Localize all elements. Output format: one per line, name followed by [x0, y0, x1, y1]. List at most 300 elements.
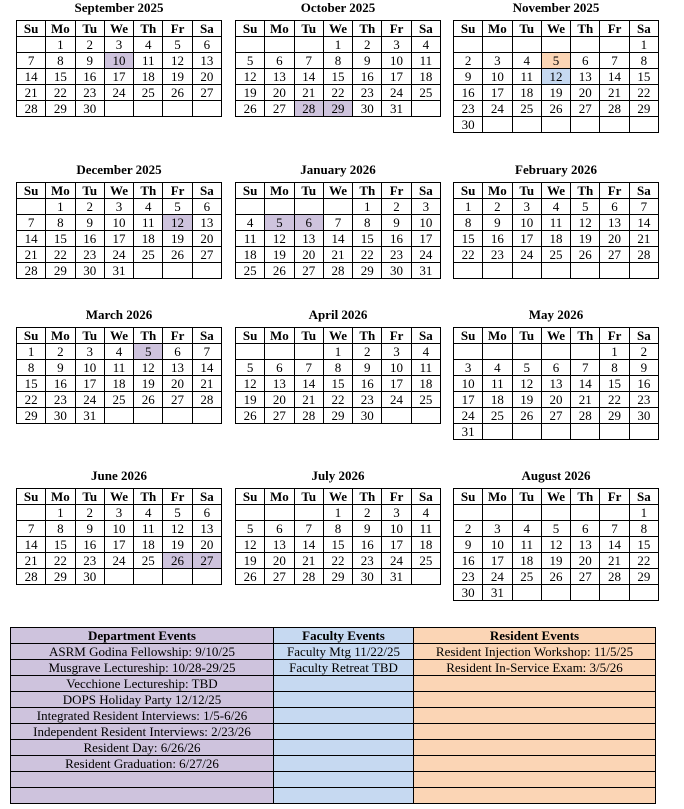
day-cell	[541, 585, 570, 601]
day-cell: 15	[323, 376, 352, 392]
day-cell	[512, 117, 541, 133]
day-cell: 8	[600, 360, 629, 376]
faculty-event-item	[274, 756, 414, 772]
day-cell: 19	[512, 392, 541, 408]
faculty-event-item	[274, 676, 414, 692]
day-cell: 8	[629, 521, 658, 537]
day-cell: 6	[265, 521, 294, 537]
day-cell: 10	[75, 360, 104, 376]
day-cell: 20	[571, 85, 600, 101]
day-cell: 17	[382, 376, 411, 392]
department-event-item: Resident Day: 6/26/26	[11, 740, 274, 756]
day-cell: 4	[411, 505, 440, 521]
day-cell: 26	[541, 101, 570, 117]
day-cell: 28	[294, 408, 323, 424]
day-cell: 5	[236, 360, 265, 376]
faculty-event-item: Faculty Retreat TBD	[274, 660, 414, 676]
day-cell: 27	[192, 247, 221, 263]
weekday-header: Tu	[294, 183, 323, 199]
day-cell: 21	[17, 247, 46, 263]
day-cell: 16	[75, 69, 104, 85]
weekday-header: Su	[236, 489, 265, 505]
month-grid	[453, 488, 659, 601]
day-cell: 11	[134, 215, 163, 231]
day-cell: 29	[629, 569, 658, 585]
day-cell: 16	[382, 231, 411, 247]
day-cell: 23	[454, 101, 483, 117]
weekday-header: Mo	[265, 21, 294, 37]
month-calendar	[235, 307, 441, 424]
day-cell: 26	[512, 408, 541, 424]
day-cell: 25	[134, 553, 163, 569]
day-cell	[265, 344, 294, 360]
department-event-item	[11, 772, 274, 788]
month-calendar	[235, 468, 441, 585]
day-cell: 10	[382, 521, 411, 537]
day-cell	[629, 117, 658, 133]
day-cell: 11	[236, 231, 265, 247]
day-cell: 30	[75, 101, 104, 117]
day-cell: 15	[323, 537, 352, 553]
day-cell: 11	[411, 521, 440, 537]
day-cell: 12	[163, 521, 192, 537]
weekday-header: Fr	[382, 21, 411, 37]
day-cell: 4	[134, 199, 163, 215]
day-cell: 9	[75, 521, 104, 537]
day-cell: 5	[163, 505, 192, 521]
day-cell: 18	[134, 537, 163, 553]
day-cell: 3	[512, 199, 541, 215]
day-cell: 1	[454, 199, 483, 215]
month-calendar	[453, 468, 659, 601]
day-cell	[571, 117, 600, 133]
day-cell: 24	[483, 101, 512, 117]
day-cell: 31	[75, 408, 104, 424]
day-cell: 21	[17, 85, 46, 101]
day-cell: 21	[323, 247, 352, 263]
day-cell: 6	[294, 215, 323, 231]
day-cell: 14	[294, 376, 323, 392]
events-table	[10, 627, 656, 804]
day-cell: 21	[192, 376, 221, 392]
month-grid	[16, 182, 222, 279]
resident-event-item	[414, 724, 656, 740]
faculty-event-item	[274, 724, 414, 740]
day-cell	[483, 37, 512, 53]
weekday-header: Th	[353, 21, 382, 37]
day-cell: 25	[483, 408, 512, 424]
day-cell: 3	[382, 344, 411, 360]
day-cell: 24	[454, 408, 483, 424]
day-cell: 7	[192, 344, 221, 360]
weekday-header: Th	[571, 489, 600, 505]
day-cell: 19	[163, 231, 192, 247]
day-cell	[236, 37, 265, 53]
day-cell	[17, 505, 46, 521]
weekday-header: Fr	[382, 489, 411, 505]
day-cell: 9	[483, 215, 512, 231]
day-cell: 28	[17, 569, 46, 585]
resident-event-item	[414, 788, 656, 804]
weekday-header: Sa	[411, 21, 440, 37]
day-cell: 29	[353, 263, 382, 279]
day-cell: 17	[382, 537, 411, 553]
day-cell	[483, 424, 512, 440]
day-cell	[600, 37, 629, 53]
day-cell: 18	[104, 376, 133, 392]
day-cell: 20	[265, 85, 294, 101]
day-cell: 6	[192, 37, 221, 53]
day-cell: 18	[134, 231, 163, 247]
weekday-header: Mo	[46, 21, 75, 37]
month-calendar	[235, 162, 441, 279]
day-cell: 21	[600, 85, 629, 101]
day-cell: 6	[571, 521, 600, 537]
day-cell: 11	[134, 53, 163, 69]
day-cell: 19	[134, 376, 163, 392]
day-cell: 3	[104, 505, 133, 521]
day-cell: 10	[512, 215, 541, 231]
day-cell: 12	[541, 69, 570, 85]
weekday-header: Sa	[629, 328, 658, 344]
day-cell	[265, 37, 294, 53]
day-cell: 27	[265, 408, 294, 424]
day-cell: 2	[483, 199, 512, 215]
day-cell: 11	[411, 53, 440, 69]
day-cell: 13	[192, 521, 221, 537]
faculty-event-item	[274, 740, 414, 756]
weekday-header: We	[104, 183, 133, 199]
day-cell: 20	[192, 537, 221, 553]
weekday-header: Th	[353, 183, 382, 199]
day-cell: 3	[104, 199, 133, 215]
day-cell: 9	[75, 215, 104, 231]
day-cell: 16	[353, 537, 382, 553]
weekday-header: Th	[134, 21, 163, 37]
day-cell: 26	[541, 569, 570, 585]
day-cell: 14	[17, 69, 46, 85]
day-cell: 11	[483, 376, 512, 392]
day-cell: 6	[571, 53, 600, 69]
resident-event-item	[414, 692, 656, 708]
day-cell: 23	[46, 392, 75, 408]
weekday-header: Su	[454, 328, 483, 344]
day-cell: 3	[382, 505, 411, 521]
day-cell: 14	[192, 360, 221, 376]
day-cell	[294, 199, 323, 215]
day-cell: 25	[104, 392, 133, 408]
day-cell: 25	[512, 569, 541, 585]
resident-event-item: Resident Injection Workshop: 11/5/25	[414, 644, 656, 660]
day-cell	[571, 585, 600, 601]
day-cell: 14	[294, 537, 323, 553]
weekday-header: Sa	[192, 183, 221, 199]
weekday-header: Tu	[294, 328, 323, 344]
weekday-header: We	[323, 21, 352, 37]
faculty-event-item	[274, 788, 414, 804]
day-cell: 7	[294, 53, 323, 69]
day-cell: 2	[75, 505, 104, 521]
day-cell: 21	[17, 553, 46, 569]
day-cell: 20	[294, 247, 323, 263]
day-cell: 16	[353, 69, 382, 85]
day-cell: 5	[571, 199, 600, 215]
day-cell	[134, 101, 163, 117]
weekday-header: Mo	[483, 328, 512, 344]
day-cell	[600, 585, 629, 601]
weekday-header: Sa	[411, 489, 440, 505]
day-cell: 28	[600, 569, 629, 585]
weekday-header: Fr	[600, 489, 629, 505]
day-cell: 4	[411, 37, 440, 53]
weekday-header: Fr	[163, 489, 192, 505]
day-cell: 18	[236, 247, 265, 263]
day-cell: 10	[104, 215, 133, 231]
day-cell: 8	[454, 215, 483, 231]
day-cell: 20	[163, 376, 192, 392]
weekday-header: Sa	[192, 328, 221, 344]
day-cell: 7	[17, 521, 46, 537]
day-cell: 31	[382, 101, 411, 117]
day-cell: 31	[483, 585, 512, 601]
day-cell: 22	[323, 553, 352, 569]
weekday-header: Th	[134, 489, 163, 505]
day-cell: 20	[265, 392, 294, 408]
day-cell: 17	[483, 553, 512, 569]
day-cell: 30	[353, 569, 382, 585]
day-cell: 28	[600, 101, 629, 117]
month-grid	[235, 488, 441, 585]
month-title: April 2026	[308, 307, 368, 322]
day-cell: 3	[454, 360, 483, 376]
weekday-header: Sa	[411, 183, 440, 199]
day-cell: 13	[163, 360, 192, 376]
day-cell: 9	[353, 521, 382, 537]
weekday-header: Su	[236, 21, 265, 37]
month-calendar	[16, 0, 222, 117]
weekday-header: Th	[571, 183, 600, 199]
day-cell	[541, 344, 570, 360]
day-cell: 19	[236, 85, 265, 101]
day-cell	[541, 505, 570, 521]
day-cell	[571, 505, 600, 521]
weekday-header: We	[541, 489, 570, 505]
day-cell: 3	[411, 199, 440, 215]
day-cell: 8	[46, 53, 75, 69]
day-cell	[454, 505, 483, 521]
day-cell	[483, 344, 512, 360]
day-cell	[629, 263, 658, 279]
weekday-header: Th	[353, 489, 382, 505]
day-cell: 5	[265, 215, 294, 231]
day-cell: 9	[382, 215, 411, 231]
day-cell	[294, 505, 323, 521]
weekday-header: Mo	[483, 489, 512, 505]
day-cell: 26	[163, 247, 192, 263]
day-cell: 15	[600, 376, 629, 392]
day-cell: 30	[454, 585, 483, 601]
resident-event-item	[414, 708, 656, 724]
day-cell: 1	[323, 344, 352, 360]
day-cell: 7	[571, 360, 600, 376]
day-cell: 27	[571, 569, 600, 585]
day-cell	[571, 424, 600, 440]
day-cell: 24	[104, 553, 133, 569]
day-cell: 20	[265, 553, 294, 569]
day-cell: 8	[46, 215, 75, 231]
day-cell: 27	[541, 408, 570, 424]
day-cell: 2	[454, 53, 483, 69]
day-cell: 12	[236, 376, 265, 392]
weekday-header: Fr	[163, 21, 192, 37]
day-cell: 4	[134, 37, 163, 53]
day-cell: 29	[17, 408, 46, 424]
day-cell: 19	[236, 392, 265, 408]
day-cell: 13	[571, 69, 600, 85]
day-cell: 8	[629, 53, 658, 69]
faculty-event-item	[274, 772, 414, 788]
day-cell: 12	[541, 537, 570, 553]
day-cell: 19	[236, 553, 265, 569]
day-cell	[512, 344, 541, 360]
day-cell: 18	[541, 231, 570, 247]
department-events-header: Department Events	[11, 628, 274, 644]
day-cell: 22	[600, 392, 629, 408]
day-cell: 7	[294, 360, 323, 376]
day-cell: 17	[411, 231, 440, 247]
day-cell: 3	[483, 53, 512, 69]
weekday-header: Th	[353, 328, 382, 344]
day-cell: 2	[46, 344, 75, 360]
day-cell	[294, 37, 323, 53]
day-cell: 16	[353, 376, 382, 392]
weekday-header: Tu	[512, 183, 541, 199]
day-cell	[512, 37, 541, 53]
department-event-item: Independent Resident Interviews: 2/23/26	[11, 724, 274, 740]
day-cell: 23	[353, 392, 382, 408]
day-cell: 10	[411, 215, 440, 231]
day-cell: 30	[353, 101, 382, 117]
day-cell: 7	[629, 199, 658, 215]
day-cell: 10	[382, 53, 411, 69]
day-cell: 31	[411, 263, 440, 279]
day-cell: 15	[323, 69, 352, 85]
day-cell: 2	[629, 344, 658, 360]
weekday-header: Sa	[629, 489, 658, 505]
day-cell: 22	[46, 85, 75, 101]
day-cell: 12	[236, 69, 265, 85]
weekday-header: Fr	[600, 328, 629, 344]
weekday-header: Tu	[512, 21, 541, 37]
day-cell	[134, 263, 163, 279]
weekday-header: Mo	[483, 21, 512, 37]
day-cell: 13	[192, 53, 221, 69]
day-cell: 25	[134, 247, 163, 263]
day-cell: 19	[163, 69, 192, 85]
day-cell: 1	[46, 199, 75, 215]
day-cell	[541, 263, 570, 279]
day-cell: 27	[294, 263, 323, 279]
day-cell: 30	[75, 569, 104, 585]
day-cell: 12	[512, 376, 541, 392]
day-cell	[104, 408, 133, 424]
day-cell: 30	[629, 408, 658, 424]
day-cell: 5	[512, 360, 541, 376]
day-cell: 4	[134, 505, 163, 521]
day-cell: 24	[411, 247, 440, 263]
day-cell: 15	[46, 231, 75, 247]
weekday-header: Sa	[192, 489, 221, 505]
day-cell: 9	[629, 360, 658, 376]
weekday-header: Tu	[512, 489, 541, 505]
weekday-header: Fr	[600, 183, 629, 199]
day-cell: 4	[483, 360, 512, 376]
day-cell	[541, 424, 570, 440]
day-cell	[454, 344, 483, 360]
day-cell: 28	[192, 392, 221, 408]
day-cell: 27	[192, 553, 221, 569]
month-title: September 2025	[74, 0, 164, 15]
day-cell: 7	[17, 215, 46, 231]
weekday-header: Su	[17, 328, 46, 344]
day-cell: 6	[541, 360, 570, 376]
day-cell: 18	[411, 537, 440, 553]
day-cell: 22	[454, 247, 483, 263]
resident-events-header: Resident Events	[414, 628, 656, 644]
day-cell: 26	[163, 553, 192, 569]
day-cell: 14	[629, 215, 658, 231]
day-cell: 2	[353, 344, 382, 360]
faculty-event-item	[274, 708, 414, 724]
day-cell: 31	[382, 569, 411, 585]
day-cell: 12	[236, 537, 265, 553]
day-cell: 8	[323, 360, 352, 376]
resident-event-item	[414, 756, 656, 772]
day-cell: 30	[382, 263, 411, 279]
day-cell: 24	[382, 553, 411, 569]
day-cell	[134, 408, 163, 424]
day-cell: 10	[382, 360, 411, 376]
day-cell: 3	[75, 344, 104, 360]
department-event-item: Vecchione Lectureship: TBD	[11, 676, 274, 692]
day-cell: 11	[134, 521, 163, 537]
day-cell	[382, 408, 411, 424]
day-cell: 15	[454, 231, 483, 247]
day-cell: 4	[236, 215, 265, 231]
day-cell: 16	[46, 376, 75, 392]
weekday-header: Su	[454, 183, 483, 199]
month-grid	[235, 20, 441, 117]
day-cell: 28	[17, 101, 46, 117]
day-cell	[411, 101, 440, 117]
day-cell: 27	[265, 101, 294, 117]
month-title: March 2026	[85, 307, 153, 322]
weekday-header: Tu	[75, 489, 104, 505]
department-event-item: Musgrave Lectureship: 10/28-29/25	[11, 660, 274, 676]
day-cell: 29	[46, 569, 75, 585]
day-cell	[571, 37, 600, 53]
weekday-header: We	[541, 183, 570, 199]
day-cell: 1	[17, 344, 46, 360]
day-cell: 28	[294, 569, 323, 585]
faculty-event-item: Faculty Mtg 11/22/25	[274, 644, 414, 660]
day-cell: 24	[483, 569, 512, 585]
weekday-header: We	[104, 21, 133, 37]
day-cell	[512, 424, 541, 440]
day-cell: 11	[411, 360, 440, 376]
day-cell: 25	[541, 247, 570, 263]
day-cell	[192, 101, 221, 117]
